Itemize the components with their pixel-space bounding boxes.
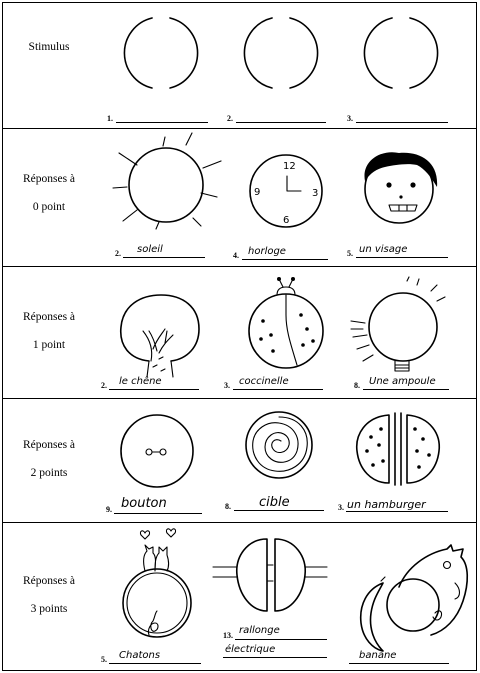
- answer-line: [114, 513, 202, 514]
- row-label: Réponses à 3 points: [22, 575, 76, 615]
- answer-line: [233, 389, 323, 390]
- svg-text:9: 9: [254, 187, 261, 198]
- three-points-row: [3, 523, 476, 672]
- stimulus-broken-circle: [361, 13, 441, 93]
- handwritten-answer: Chatons: [119, 650, 161, 661]
- item-number: 2.: [101, 381, 107, 390]
- two-points-row: [3, 399, 476, 523]
- svg-text:6: 6: [283, 215, 290, 226]
- face-drawing: [355, 151, 447, 227]
- item-number: 5.: [347, 249, 353, 258]
- item-number: 3.: [338, 503, 344, 512]
- item-number: 8.: [225, 502, 231, 511]
- stimulus-broken-circle: [241, 13, 321, 93]
- handwritten-answer: bouton: [121, 496, 167, 511]
- handwritten-answer: le chêne: [119, 376, 162, 387]
- one-point-row: [3, 267, 476, 399]
- item-number: 1.: [107, 114, 113, 123]
- handwritten-answer: Une ampoule: [369, 376, 436, 387]
- handwritten-answer: un hamburger: [347, 498, 426, 511]
- answer-line: [109, 389, 199, 390]
- tree-drawing: [113, 291, 209, 379]
- answer-line: [346, 511, 448, 512]
- handwritten-answer: coccinelle: [239, 376, 289, 387]
- button-drawing: [117, 411, 197, 491]
- handwritten-answer: banane: [359, 650, 397, 661]
- answer-line: [236, 122, 326, 123]
- banana-fish-drawing: [347, 543, 471, 659]
- row-label: Stimulus: [28, 41, 70, 53]
- item-number: 2.: [115, 249, 121, 258]
- item-number: 8.: [354, 381, 360, 390]
- item-number: 3.: [224, 381, 230, 390]
- hamburger-drawing: [353, 407, 443, 491]
- zero-point-row: [3, 129, 476, 267]
- target-drawing: [239, 409, 323, 485]
- sun-drawing: [111, 133, 231, 235]
- answer-line: [123, 257, 205, 258]
- answer-line: [235, 639, 327, 640]
- handwritten-answer: un visage: [359, 244, 408, 255]
- handwritten-answer: rallonge: [239, 625, 280, 636]
- answer-line: [223, 657, 327, 658]
- row-label: Réponses à 0 point: [22, 173, 76, 213]
- answer-line: [234, 510, 324, 511]
- handwritten-answer: soleil: [137, 244, 163, 255]
- item-number: 3.: [347, 114, 353, 123]
- answer-line: [242, 259, 328, 260]
- answer-line: [356, 122, 448, 123]
- stimulus-broken-circle: [121, 13, 201, 93]
- extension-cord-drawing: [211, 531, 329, 623]
- answer-line: [109, 663, 201, 664]
- item-number: 9.: [106, 505, 112, 514]
- svg-text:3: 3: [312, 188, 319, 199]
- handwritten-answer: cible: [259, 495, 290, 510]
- handwritten-answer: horloge: [248, 246, 286, 257]
- handwritten-answer: électrique: [225, 644, 276, 655]
- answer-line: [116, 122, 208, 123]
- item-number: 4.: [233, 251, 239, 260]
- answer-line: [363, 389, 449, 390]
- row-label: Réponses à 2 points: [22, 439, 76, 479]
- scoring-sheet: [2, 2, 477, 671]
- ladybug-drawing: [243, 275, 329, 371]
- item-number: 13.: [223, 631, 233, 640]
- kittens-drawing: [115, 525, 199, 641]
- item-number: 5.: [101, 655, 107, 664]
- clock-drawing: [243, 153, 329, 229]
- item-number: 2.: [227, 114, 233, 123]
- answer-line: [356, 257, 448, 258]
- stimulus-row: [3, 3, 476, 129]
- svg-text:12: 12: [283, 161, 296, 172]
- answer-line: [349, 663, 449, 664]
- lightbulb-drawing: [347, 277, 451, 377]
- row-label: Réponses à 1 point: [22, 311, 76, 351]
